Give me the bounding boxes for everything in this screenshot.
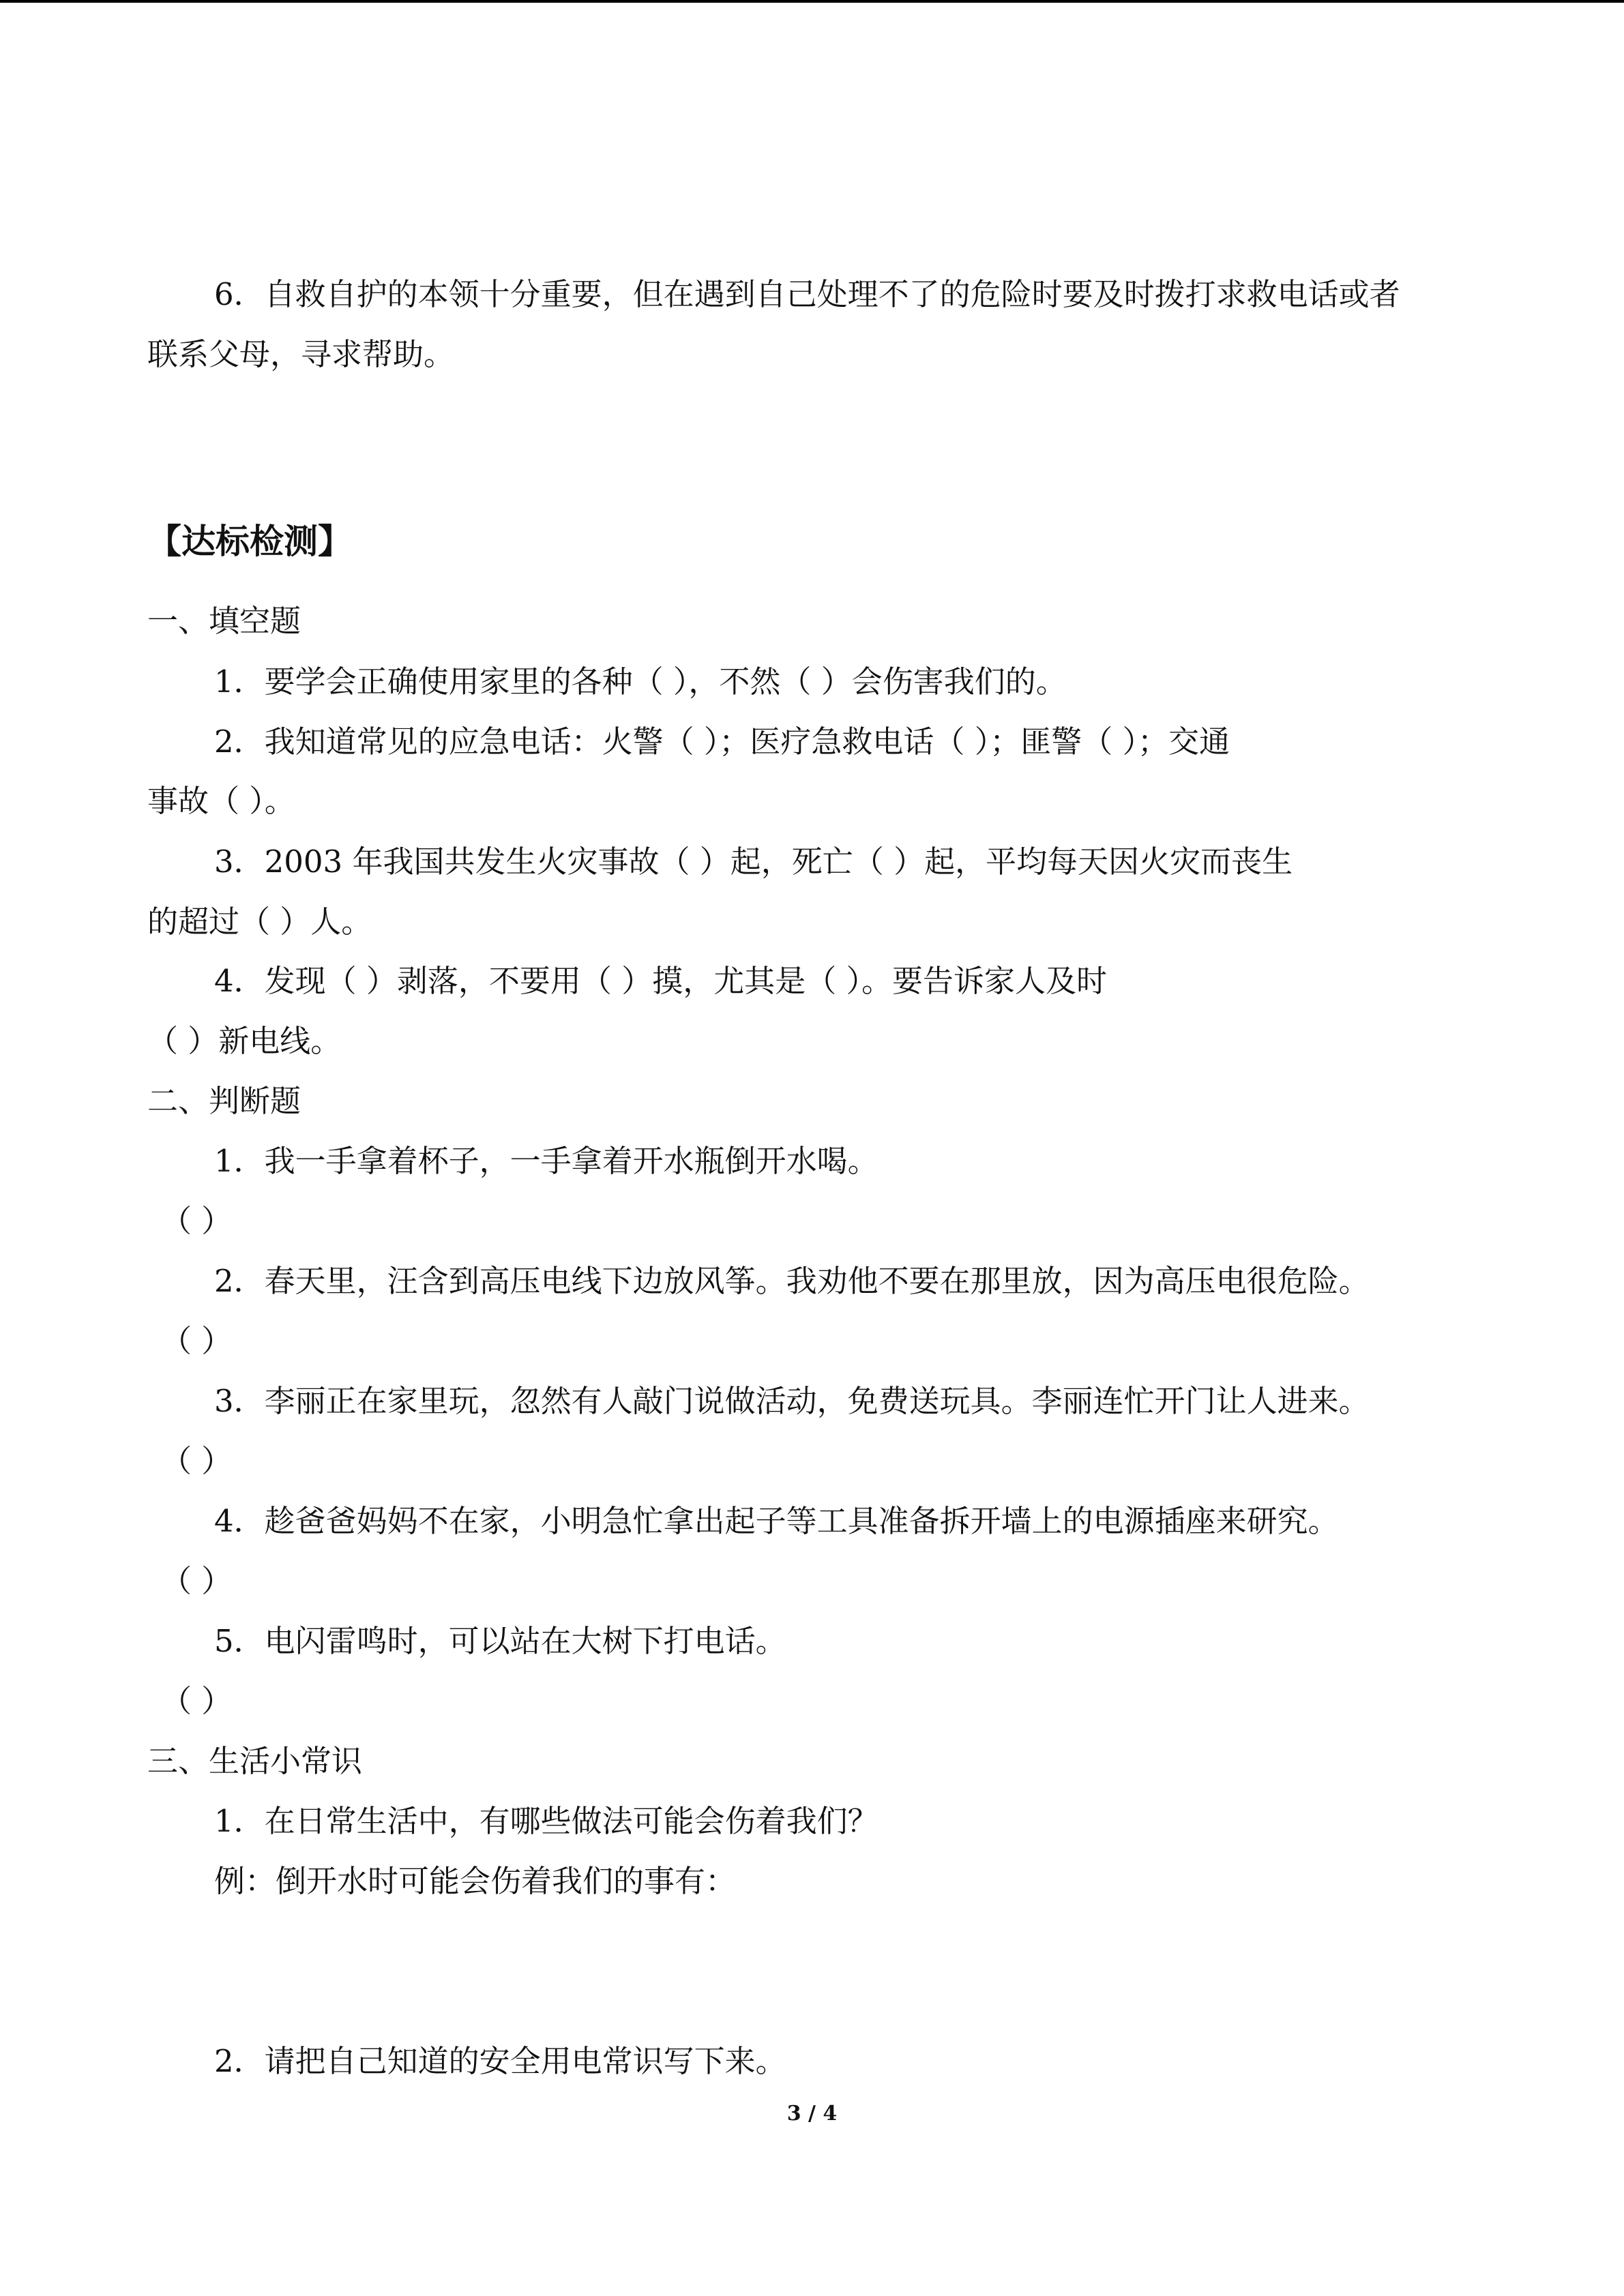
- true-false-q2-answer: （ ）: [161, 1323, 233, 1359]
- fill-blank-q4-line1: 4．发现（ ）剥落，不要用（ ）摸，尤其是（ ）。要告诉家人及时: [214, 963, 1108, 999]
- true-false-q3-answer: （ ）: [161, 1443, 233, 1479]
- true-false-q3: 3．李丽正在家里玩，忽然有人敲门说做活动，免费送玩具。李丽连忙开门让人进来。: [214, 1383, 1370, 1419]
- fill-blank-q1: 1．要学会正确使用家里的各种（ ），不然（ ）会伤害我们的。: [214, 664, 1067, 700]
- intro-item6-line1: 6．自救自护的本领十分重要，但在遇到自己处理不了的危险时要及时拨打求救电话或者: [214, 276, 1400, 312]
- fill-blank-title: 一、填空题: [147, 603, 301, 639]
- true-false-q4: 4．趁爸爸妈妈不在家，小明急忙拿出起子等工具准备拆开墙上的电源插座来研究。: [214, 1503, 1339, 1539]
- intro-item6-line2: 联系父母，寻求帮助。: [147, 336, 455, 372]
- life-tips-title: 三、生活小常识: [147, 1743, 363, 1779]
- top-border: [0, 0, 1624, 3]
- true-false-q5: 5．电闪雷鸣时，可以站在大树下打电话。: [214, 1623, 786, 1659]
- fill-blank-q3-line2: 的超过（ ）人。: [147, 904, 372, 940]
- page-number: 3 / 4: [786, 2102, 838, 2126]
- true-false-q2: 2．春天里，汪含到高压电线下边放风筝。我劝他不要在那里放，因为高压电很危险。: [214, 1263, 1370, 1299]
- fill-blank-q2-line2: 事故（ ）。: [147, 783, 295, 819]
- true-false-title: 二、判断题: [147, 1083, 301, 1119]
- fill-blank-q2-line1: 2．我知道常见的应急电话：火警（ ）；医疗急救电话（ ）；匪警（ ）；交通: [214, 724, 1230, 760]
- fill-blank-q3-line1: 3．2003 年我国共发生火灾事故（ ）起，死亡（ ）起，平均每天因火灾而丧生: [214, 844, 1293, 880]
- true-false-q4-answer: （ ）: [161, 1563, 233, 1599]
- true-false-q1: 1．我一手拿着杯子，一手拿着开水瓶倒开水喝。: [214, 1143, 879, 1179]
- fill-blank-q4-line2: （ ）新电线。: [147, 1023, 342, 1059]
- life-tips-q1: 1．在日常生活中，有哪些做法可能会伤着我们？: [214, 1803, 879, 1839]
- true-false-q5-answer: （ ）: [161, 1683, 233, 1719]
- section-title: 【达标检测】: [147, 522, 352, 561]
- true-false-q1-answer: （ ）: [161, 1203, 233, 1239]
- life-tips-q2: 2．请把自己知道的安全用电常识写下来。: [214, 2043, 786, 2079]
- life-tips-q1-example: 例：倒开水时可能会伤着我们的事有：: [214, 1863, 737, 1899]
